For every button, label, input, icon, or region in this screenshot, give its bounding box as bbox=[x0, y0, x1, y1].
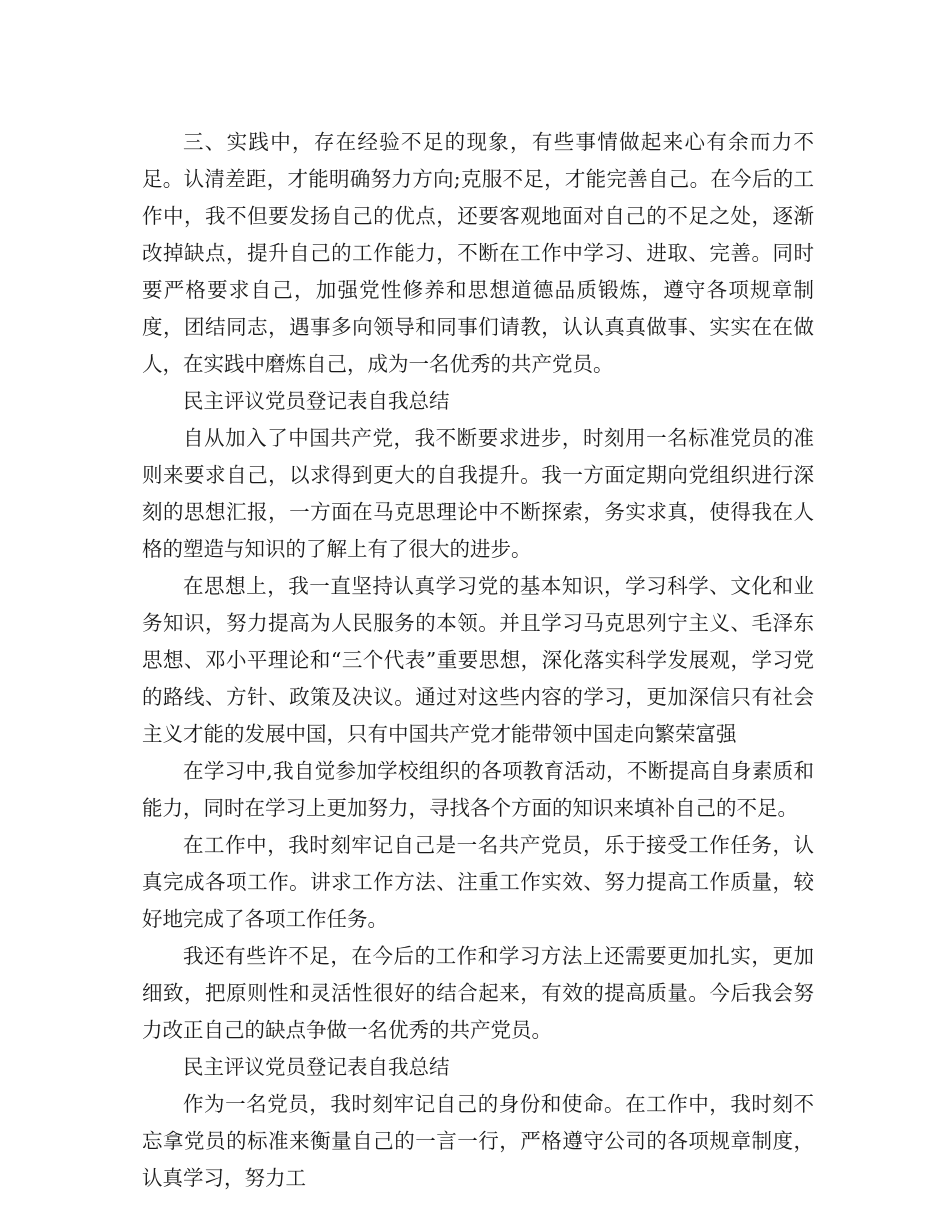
body-paragraph: 在思想上，我一直坚持认真学习党的基本知识，学习科学、文化和业务知识，努力提高为人民服务的本领。并且学习马克思列宁主义、毛泽东思想、邓小平理论和“三个代表”重要思想，深化落实科学发展观，学习党的路线、方针、政策及决议。通过对这些内容的学习，更加深信只有社会主义才能的发展中国，只有中国共产党才能带领中国走向繁荣富强 bbox=[142, 574, 814, 746]
body-paragraph: 在工作中，我时刻牢记自己是一名共产党员，乐于接受工作任务，认真完成各项工作。讲求工作方法、注重工作实效、努力提高工作质量，较好地完成了各项工作任务。 bbox=[142, 833, 814, 931]
section-heading: 民主评议党员登记表自我总结 bbox=[183, 389, 450, 413]
body-paragraph: 自从加入了中国共产党，我不断要求进步，时刻用一名标准党员的准则来要求自己，以求得到更大的自我提升。我一方面定期向党组织进行深刻的思想汇报，一方面在马克思理论中不断探索，务实求真，使得我在人格的塑造与知识的了解上有了很大的进步。 bbox=[142, 426, 814, 561]
body-paragraph: 作为一名党员，我时刻牢记自己的身份和使命。在工作中，我时刻不忘拿党员的标准来衡量自己的一言一行，严格遵守公司的各项规章制度，认真学习，努力工 bbox=[142, 1092, 814, 1190]
body-paragraph: 在学习中,我自觉参加学校组织的各项教育活动，不断提高自身素质和能力，同时在学习上更加努力，寻找各个方面的知识来填补自己的不足。 bbox=[142, 759, 814, 820]
document-body bbox=[142, 124, 814, 1197]
body-paragraph: 三、实践中，存在经验不足的现象，有些事情做起来心有余而力不足。认清差距，才能明确努力方向;克服不足，才能完善自己。在今后的工作中，我不但要发扬自己的优点，还要客观地面对自己的不足之处，逐渐改掉缺点，提升自己的工作能力，不断在工作中学习、进取、完善。同时要严格要求自己，加强党性修养和思想道德品质锻炼，遵守各项规章制度，团结同志，遇事多向领导和同事们请教，认认真真做事、实实在在做人，在实践中磨炼自己，成为一名优秀的共产党员。 bbox=[142, 130, 814, 376]
body-paragraph: 我还有些许不足，在今后的工作和学习方法上还需要更加扎实，更加细致，把原则性和灵活性很好的结合起来，有效的提高质量。今后我会努力改正自己的缺点争做一名优秀的共产党员。 bbox=[142, 944, 814, 1042]
section-heading: 民主评议党员登记表自我总结 bbox=[183, 1055, 450, 1079]
